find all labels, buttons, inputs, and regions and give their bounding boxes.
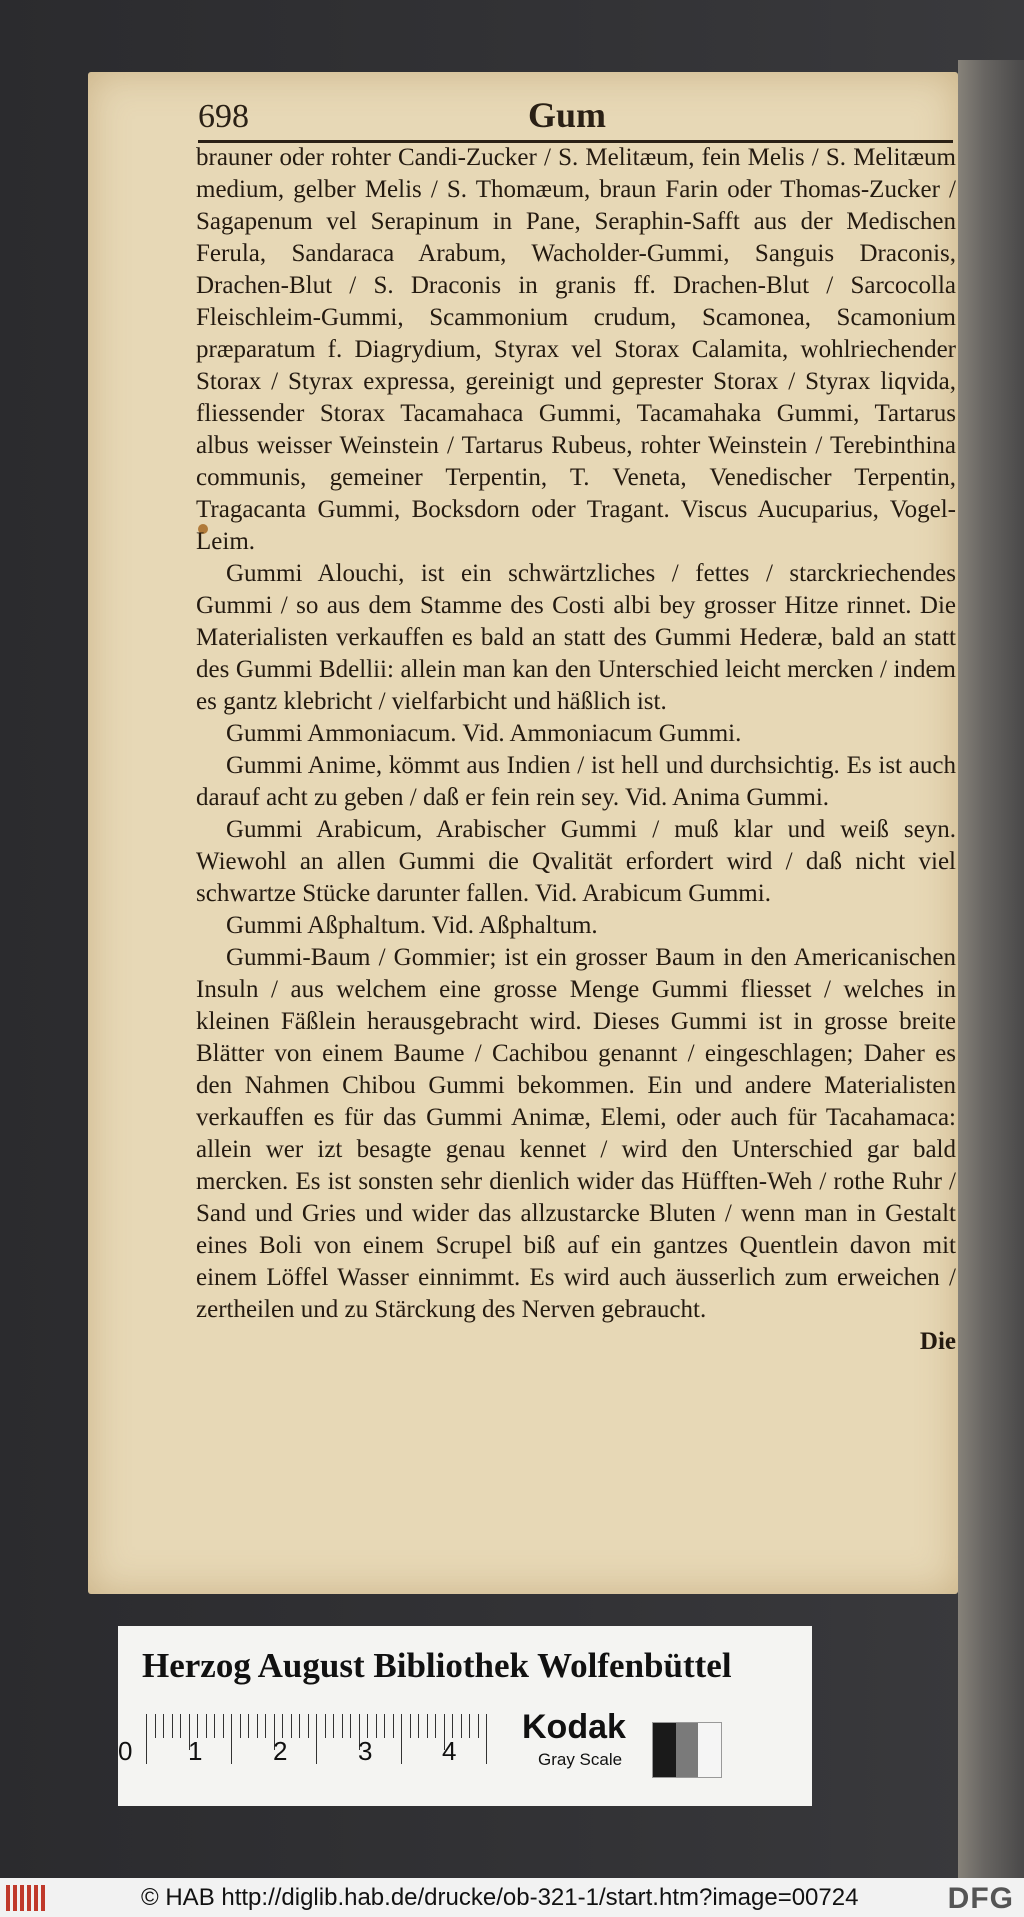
ruler-tick	[325, 1714, 326, 1738]
page-number: 698	[198, 98, 249, 135]
ruler-tick	[172, 1714, 173, 1738]
ruler-tick	[401, 1714, 402, 1764]
next-page-bleed	[968, 150, 1024, 1590]
ruler-tick	[299, 1714, 300, 1738]
paragraph: Gummi Anime, kömmt aus Indien / ist hell und durchsichtig. Es ist auch darauf acht zu geben / daß er fein rein sey. Vid. Anima Gummi.	[196, 752, 956, 811]
scale-number: 4	[442, 1736, 457, 1766]
ruler-tick	[376, 1714, 377, 1738]
running-head: Gum	[528, 95, 607, 135]
dfg-logo: DFG	[947, 1882, 1014, 1915]
catchword: Die	[919, 1328, 956, 1355]
gray-swatch	[652, 1722, 722, 1778]
ruler-tick	[486, 1714, 487, 1764]
ruler-tick	[478, 1714, 479, 1738]
paragraph: Gummi Arabicum, Arabischer Gummi / muß klar und weiß seyn. Wiewohl an allen Gummi die Qvalität erfordert wird / daß nicht viel schwartze Stücke darunter fallen. Vid. Arabicum Gummi.	[196, 816, 956, 907]
ruler-tick	[469, 1714, 470, 1738]
ruler-tick	[248, 1714, 249, 1738]
paragraph: Gummi Ammoniacum. Vid. Ammoniacum Gummi.	[226, 720, 742, 747]
ruler-tick	[265, 1714, 266, 1738]
kodak-logo: Kodak	[522, 1708, 626, 1746]
color-reference-card	[118, 1626, 812, 1806]
gray-scale-label: Gray Scale	[538, 1750, 623, 1769]
ruler-tick	[308, 1714, 309, 1738]
paragraph: Gummi-Baum / Gommier; ist ein grosser Baum in den Americanischen Insuln / aus welchem eine grosse Menge Gummi fliesset / welches in kleinen Fäßlein herausgebracht wird. Dieses Gummi ist in grosse breite Blätter von einem Baume / Cachibou genannt / eingeschlagen; Daher es den Nahmen Chibou Gummi bekommen. Ein und andere Materialisten verkauffen es für das Gummi Animæ, Elemi, oder auch für Tacahamaca: allein wer izt besagte genau kennet / wird den Unterschied gar bald mercken. Es ist sonsten sehr dienlich wider das Hüfften-Weh / rothe Ruhr / Sand und Gries und wider das allzustarcke Bluten / wenn man in Gestalt eines Boli von einem Scrupel biß auf ein gantzes Quentlein davon mit einem Löffel Wasser einnimmt. Es wird auch äusserlich zum erweichen / zertheilen und zu Stärckung des Nerven gebraucht.	[196, 944, 956, 1323]
page-body	[196, 142, 956, 1358]
ruler-tick	[384, 1714, 385, 1738]
ruler-tick	[163, 1714, 164, 1738]
ruler-tick	[418, 1714, 419, 1738]
ruler-tick	[316, 1714, 317, 1764]
ruler-tick	[393, 1714, 394, 1738]
scale-number: 2	[273, 1736, 288, 1766]
ruler-tick	[291, 1714, 292, 1738]
ruler-tick	[461, 1714, 462, 1738]
hab-logo-icon	[6, 1885, 45, 1911]
ruler-tick	[223, 1714, 224, 1738]
paragraph: brauner oder rohter Candi-Zucker / S. Melitæum, fein Melis / S. Melitæum medium, gelber Melis / S. Thomæum, braun Farin oder Thomas-Zucker / Sagapenum vel Serapinum in Pane, Seraphin-Safft aus der Medischen Ferula, Sandaraca Arabum, Wacholder-Gummi, Sanguis Draconis, Drachen-Blut / S. Draconis in granis ff. Drachen-Blut / Sarcocolla Fleischleim-Gummi, Scammonium crudum, Scamonea, Scamonium præparatum f. Diagrydium, Styrax vel Storax Calamita, wohlriechender Storax / Styrax expressa, gereinigt und geprester Storax / Styrax liqvida, fliessender Storax Tacamahaca Gummi, Tacamahaka Gummi, Tartarus albus weisser Weinstein / Tartarus Rubeus, rohter Weinstein / Terebinthina communis, gemeiner Terpentin, T. Veneta, Venedischer Terpentin, Tragacanta Gummi, Bocksdorn oder Tragant. Viscus Aucuparius, Vogel-Leim.	[196, 144, 956, 555]
ruler-tick	[155, 1714, 156, 1738]
ruler-tick	[427, 1714, 428, 1738]
ruler-tick	[367, 1714, 368, 1738]
scale-number: 3	[358, 1736, 373, 1766]
ruler-tick	[333, 1714, 334, 1738]
ruler-tick	[257, 1714, 258, 1738]
scale-number: 1	[188, 1736, 203, 1766]
library-name: Herzog August Bibliothek Wolfenbüttel	[142, 1646, 732, 1685]
ruler-tick	[435, 1714, 436, 1738]
ruler-tick	[410, 1714, 411, 1738]
ruler-tick	[350, 1714, 351, 1738]
ruler-tick	[282, 1714, 283, 1738]
paragraph: Gummi Aßphaltum. Vid. Aßphaltum.	[226, 912, 598, 939]
ruler-tick	[180, 1714, 181, 1738]
ruler-tick	[197, 1714, 198, 1738]
footer-link[interactable]: © HAB http://diglib.hab.de/drucke/ob-321-1/start.htm?image=00724	[141, 1883, 859, 1911]
footer-bar	[0, 1878, 1024, 1917]
ruler-tick	[214, 1714, 215, 1738]
ruler-tick	[240, 1714, 241, 1738]
ruler-tick	[231, 1714, 232, 1764]
ruler-tick	[342, 1714, 343, 1738]
ruler-tick	[452, 1714, 453, 1738]
scale-number: 0	[118, 1736, 133, 1766]
ruler-tick	[206, 1714, 207, 1738]
ruler-tick	[146, 1714, 147, 1764]
book-page	[88, 72, 958, 1594]
paragraph: Gummi Alouchi, ist ein schwärtzliches / fettes / starckriechendes Gummi / so aus dem Stamme des Costi albi bey grosser Hitze rinnet. Die Materialisten verkauffen es bald an statt des Gummi Hederæ, bald an statt des Gummi Bdellii: allein man kan den Unterschied leicht mercken / indem es gantz klebricht / vielfarbicht und häßlich ist.	[196, 560, 956, 715]
